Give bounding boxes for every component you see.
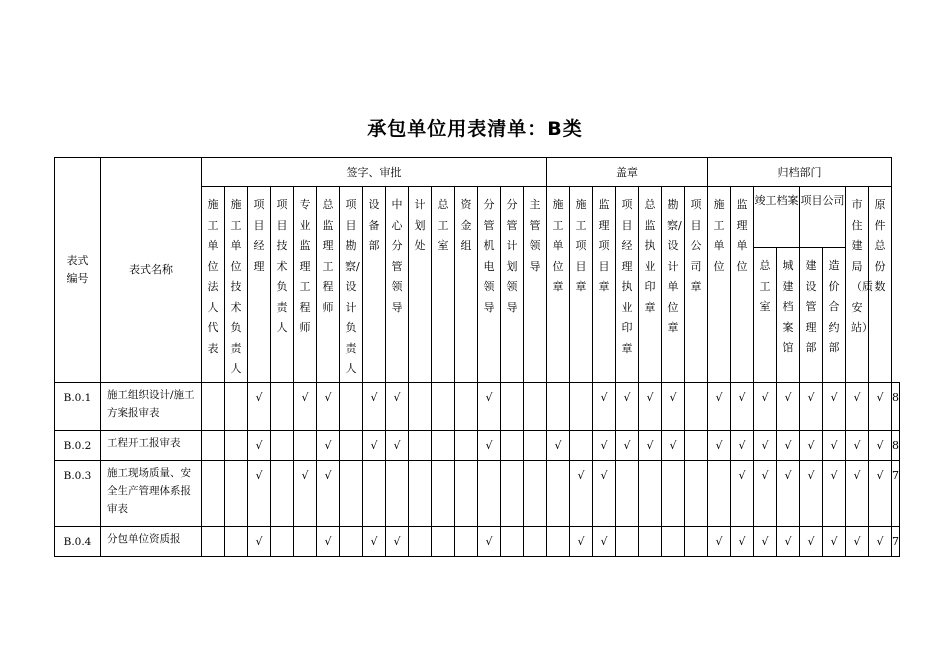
empty-cell — [524, 383, 547, 431]
archive-col-supervision-label: 监理单位 — [736, 198, 748, 273]
empty-cell — [455, 527, 478, 557]
table-row — [55, 383, 900, 431]
empty-cell — [340, 461, 363, 527]
empty-cell — [501, 431, 524, 461]
check-mark: √ — [846, 431, 869, 461]
sign-col-2 — [225, 187, 248, 383]
table-row — [55, 431, 900, 461]
check-mark: √ — [593, 461, 616, 527]
code-header: 表式编号 — [55, 158, 101, 383]
check-mark: √ — [639, 383, 662, 431]
check-mark: √ — [570, 461, 593, 527]
check-mark: √ — [478, 431, 501, 461]
empty-cell — [225, 461, 248, 527]
empty-cell — [455, 431, 478, 461]
empty-cell — [271, 383, 294, 431]
archive-group-completion: 竣工档案 — [754, 187, 800, 248]
form-code: B.0.1 — [55, 383, 101, 431]
seal-col-3 — [593, 187, 616, 383]
empty-cell — [202, 383, 225, 431]
check-mark: √ — [708, 527, 731, 557]
original-count: 7 — [892, 527, 900, 557]
empty-cell — [409, 431, 432, 461]
check-mark: √ — [869, 461, 892, 527]
seal-col-1 — [547, 187, 570, 383]
archive-col-housing-bureau-label: 市住建局（质安站） — [851, 198, 873, 334]
sign-col-1-label: 施工单位法人代表 — [207, 198, 219, 355]
empty-cell — [455, 383, 478, 431]
check-mark: √ — [800, 431, 823, 461]
check-mark: √ — [731, 383, 754, 431]
empty-cell — [363, 461, 386, 527]
check-mark: √ — [754, 431, 777, 461]
check-mark: √ — [777, 431, 800, 461]
check-mark: √ — [317, 383, 340, 431]
check-mark: √ — [708, 383, 731, 431]
empty-cell — [202, 527, 225, 557]
check-mark: √ — [731, 527, 754, 557]
group-sign-header: 签字、审批 — [202, 158, 547, 187]
check-mark: √ — [317, 527, 340, 557]
sign-col-12 — [455, 187, 478, 383]
empty-cell — [570, 383, 593, 431]
check-mark: √ — [731, 461, 754, 527]
check-mark: √ — [777, 527, 800, 557]
empty-cell — [570, 431, 593, 461]
seal-col-3-label: 监理项目章 — [598, 198, 610, 293]
seal-col-6-label: 勘察/设计单位章 — [667, 198, 682, 334]
empty-cell — [547, 527, 570, 557]
sign-col-2-label: 施工单位技术负责人 — [230, 198, 242, 375]
check-mark: √ — [248, 431, 271, 461]
check-mark: √ — [616, 431, 639, 461]
check-mark: √ — [800, 461, 823, 527]
empty-cell — [202, 431, 225, 461]
check-mark: √ — [777, 383, 800, 431]
form-list-table — [54, 157, 900, 557]
check-mark: √ — [800, 527, 823, 557]
empty-cell — [662, 527, 685, 557]
form-name: 工程开工报审表 — [101, 431, 202, 461]
check-mark: √ — [708, 431, 731, 461]
check-mark: √ — [363, 431, 386, 461]
sign-col-4-label: 项目技术负责人 — [276, 198, 288, 334]
sign-col-11 — [432, 187, 455, 383]
sign-col-4 — [271, 187, 294, 383]
sign-col-7 — [340, 187, 363, 383]
original-count: 8 — [892, 431, 900, 461]
empty-cell — [616, 527, 639, 557]
sign-col-3-label: 项目经理 — [253, 198, 265, 273]
original-count: 8 — [892, 383, 900, 431]
group-archive-header: 归档部门 — [708, 158, 892, 187]
check-mark: √ — [294, 383, 317, 431]
check-mark: √ — [777, 461, 800, 527]
check-mark: √ — [547, 431, 570, 461]
original-count: 7 — [892, 461, 900, 527]
form-name: 施工组织设计/施工方案报审表 — [101, 383, 202, 431]
empty-cell — [386, 461, 409, 527]
empty-cell — [432, 527, 455, 557]
empty-cell — [432, 461, 455, 527]
check-mark: √ — [386, 383, 409, 431]
sign-col-1 — [202, 187, 225, 383]
sign-col-13-label: 分管机电领导 — [483, 198, 495, 314]
check-mark: √ — [662, 431, 685, 461]
form-code: B.0.4 — [55, 527, 101, 557]
empty-cell — [616, 461, 639, 527]
check-mark: √ — [823, 527, 846, 557]
sign-col-5-label: 专业监理工程师 — [299, 198, 311, 334]
empty-cell — [501, 527, 524, 557]
empty-cell — [501, 383, 524, 431]
check-mark: √ — [846, 383, 869, 431]
check-mark: √ — [593, 527, 616, 557]
empty-cell — [478, 461, 501, 527]
seal-col-5-label: 总监执业印章 — [644, 198, 656, 314]
check-mark: √ — [869, 383, 892, 431]
empty-cell — [639, 527, 662, 557]
seal-col-2-label: 施工项目章 — [575, 198, 587, 293]
empty-cell — [639, 461, 662, 527]
form-code: B.0.3 — [55, 461, 101, 527]
archive-col-construction — [708, 187, 731, 383]
empty-cell — [662, 461, 685, 527]
archive-sub-company-1 — [800, 248, 823, 383]
check-mark: √ — [478, 383, 501, 431]
check-mark: √ — [248, 527, 271, 557]
check-mark: √ — [570, 527, 593, 557]
check-mark: √ — [754, 461, 777, 527]
sign-col-13 — [478, 187, 501, 383]
empty-cell — [271, 461, 294, 527]
check-mark: √ — [386, 431, 409, 461]
form-name: 分包单位资质报 — [101, 527, 202, 557]
sign-col-11-label: 总工室 — [437, 198, 449, 252]
empty-cell — [524, 431, 547, 461]
sign-col-9 — [386, 187, 409, 383]
table-row — [55, 461, 900, 527]
form-name: 施工现场质量、安全生产管理体系报审表 — [101, 461, 202, 527]
empty-cell — [271, 527, 294, 557]
check-mark: √ — [846, 527, 869, 557]
empty-cell — [294, 431, 317, 461]
archive-sub-completion-1 — [754, 248, 777, 383]
archive-sub-completion-2 — [777, 248, 800, 383]
archive-sub-completion-1-label: 总工室 — [759, 259, 771, 313]
empty-cell — [409, 383, 432, 431]
empty-cell — [685, 527, 708, 557]
archive-col-construction-label: 施工单位 — [713, 198, 725, 273]
empty-cell — [225, 527, 248, 557]
empty-cell — [432, 383, 455, 431]
check-mark: √ — [317, 461, 340, 527]
check-mark: √ — [639, 431, 662, 461]
sign-col-15 — [524, 187, 547, 383]
empty-cell — [524, 461, 547, 527]
table-row — [55, 527, 900, 557]
empty-cell — [202, 461, 225, 527]
original-count-header-label: 原件总份数 — [874, 198, 886, 293]
empty-cell — [547, 383, 570, 431]
check-mark: √ — [317, 431, 340, 461]
sign-col-15-label: 主管领导 — [529, 198, 541, 273]
archive-sub-company-2 — [823, 248, 846, 383]
empty-cell — [409, 527, 432, 557]
sign-col-3 — [248, 187, 271, 383]
empty-cell — [708, 461, 731, 527]
check-mark: √ — [846, 461, 869, 527]
seal-col-4-label: 项目经理执业印章 — [621, 198, 633, 355]
check-mark: √ — [754, 383, 777, 431]
empty-cell — [340, 431, 363, 461]
sign-col-8 — [363, 187, 386, 383]
check-mark: √ — [823, 461, 846, 527]
empty-cell — [340, 383, 363, 431]
check-mark: √ — [754, 527, 777, 557]
seal-col-1-label: 施工单位章 — [552, 198, 564, 293]
check-mark: √ — [294, 461, 317, 527]
empty-cell — [501, 461, 524, 527]
seal-col-7-label: 项目公司章 — [690, 198, 702, 293]
check-mark: √ — [593, 383, 616, 431]
empty-cell — [685, 431, 708, 461]
sign-col-14 — [501, 187, 524, 383]
check-mark: √ — [363, 383, 386, 431]
empty-cell — [225, 431, 248, 461]
check-mark: √ — [363, 527, 386, 557]
check-mark: √ — [248, 461, 271, 527]
empty-cell — [409, 461, 432, 527]
seal-col-2 — [570, 187, 593, 383]
sign-col-7-label: 项目勘察/设计负责人 — [345, 198, 360, 375]
sign-col-5 — [294, 187, 317, 383]
empty-cell — [340, 527, 363, 557]
sign-col-6 — [317, 187, 340, 383]
empty-cell — [685, 383, 708, 431]
check-mark: √ — [869, 431, 892, 461]
sign-col-10-label: 计划处 — [414, 198, 426, 252]
seal-col-7 — [685, 187, 708, 383]
check-mark: √ — [386, 527, 409, 557]
empty-cell — [432, 431, 455, 461]
sign-col-14-label: 分管计划领导 — [506, 198, 518, 314]
check-mark: √ — [823, 431, 846, 461]
empty-cell — [685, 461, 708, 527]
check-mark: √ — [800, 383, 823, 431]
document-title: 承包单位用表清单：B类 — [367, 118, 583, 140]
archive-group-project-company: 项目公司 — [800, 187, 846, 248]
form-code: B.0.2 — [55, 431, 101, 461]
check-mark: √ — [248, 383, 271, 431]
check-mark: √ — [478, 527, 501, 557]
sign-col-9-label: 中心分管领导 — [391, 198, 403, 314]
check-mark: √ — [662, 383, 685, 431]
check-mark: √ — [593, 431, 616, 461]
check-mark: √ — [731, 431, 754, 461]
empty-cell — [225, 383, 248, 431]
sign-col-8-label: 设备部 — [368, 198, 380, 252]
empty-cell — [524, 527, 547, 557]
check-mark: √ — [616, 383, 639, 431]
seal-col-6 — [662, 187, 685, 383]
archive-sub-completion-2-label: 城建档案馆 — [782, 259, 794, 354]
archive-col-supervision — [731, 187, 754, 383]
empty-cell — [547, 461, 570, 527]
empty-cell — [294, 527, 317, 557]
group-seal-header: 盖章 — [547, 158, 708, 187]
seal-col-4 — [616, 187, 639, 383]
archive-sub-company-2-label: 造价合约部 — [828, 259, 840, 354]
empty-cell — [271, 431, 294, 461]
archive-col-housing-bureau — [846, 187, 873, 383]
sign-col-10 — [409, 187, 432, 383]
check-mark: √ — [869, 527, 892, 557]
sign-col-12-label: 资金组 — [460, 198, 472, 252]
sign-col-6-label: 总监理工程师 — [322, 198, 334, 314]
empty-cell — [455, 461, 478, 527]
check-mark: √ — [823, 383, 846, 431]
seal-col-5 — [639, 187, 662, 383]
name-header: 表式名称 — [101, 158, 202, 383]
archive-sub-company-1-label: 建设管理部 — [805, 259, 817, 354]
